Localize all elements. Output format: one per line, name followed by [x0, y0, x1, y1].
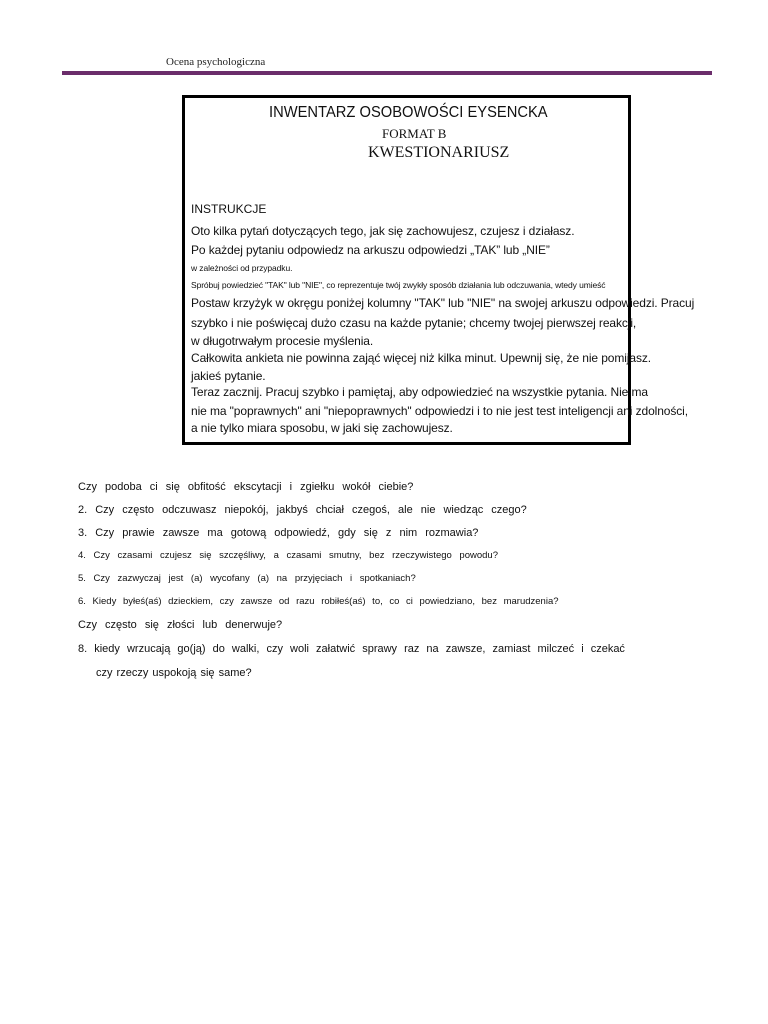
instruction-line: nie ma "poprawnych" ani "niepoprawnych" odpowiedzi i to nie jest test inteligencji ani zdolności,	[191, 404, 688, 418]
questionnaire-label: KWESTIONARIUSZ	[368, 144, 510, 161]
header-divider	[62, 71, 712, 75]
instruction-line: a nie tylko miara sposobu, w jaki się zachowujesz.	[191, 421, 453, 435]
format-label: FORMAT B	[382, 126, 447, 141]
instruction-line: szybko i nie poświęcaj dużo czasu na każde pytanie; chcemy twojej pierwszej reakcji,	[191, 316, 637, 330]
instructions-box	[182, 95, 695, 445]
question-item: Czy często się złości lub denerwuje?	[78, 619, 283, 631]
question-item: 4. Czy czasami czujesz się szczęśliwy, a czasami smutny, bez rzeczywistego powodu?	[78, 550, 498, 561]
question-item: 5. Czy zazwyczaj jest (a) wycofany (a) na przyjęciach i spotkaniach?	[78, 573, 416, 584]
question-item: 6. Kiedy byłeś(aś) dzieckiem, czy zawsze od razu robiłeś(aś) to, co ci powiedziano, bez marudzenia?	[78, 596, 559, 607]
question-item: 8. kiedy wrzucają go(ją) do walki, czy woli załatwić sprawy raz na zawsze, zamiast milczeć i czekać	[78, 643, 625, 655]
page-header-title: Ocena psychologiczna	[166, 56, 266, 68]
instruction-line: Postaw krzyżyk w okręgu poniżej kolumny "TAK" lub "NIE" na swojej arkuszu odpowiedzi. Pracuj	[191, 296, 695, 310]
instruction-line: jakieś pytanie.	[191, 369, 266, 383]
question-item: 3. Czy prawie zawsze ma gotową odpowiedź, gdy się z nim rozmawia?	[78, 527, 479, 539]
instruction-line: Teraz zacznij. Pracuj szybko i pamiętaj, aby odpowiedzieć na wszystkie pytania. Nie ma	[191, 385, 648, 399]
instruction-line: Oto kilka pytań dotyczących tego, jak się zachowujesz, czujesz i działasz.	[191, 224, 575, 238]
instruction-line: Całkowita ankieta nie powinna zająć więcej niż kilka minut. Upewnij się, że nie pomijasz.	[191, 351, 651, 365]
instruction-line: Po każdej pytaniu odpowiedz na arkuszu odpowiedzi „TAK” lub „NIE”	[191, 243, 550, 257]
question-item-continuation: czy rzeczy uspokoją się same?	[96, 667, 252, 679]
instruction-line: w zależności od przypadku.	[191, 263, 293, 273]
instructions-heading: INSTRUKCJE	[191, 202, 267, 216]
instruction-line: w długotrwałym procesie myślenia.	[191, 334, 374, 348]
instruction-line: Spróbuj powiedzieć "TAK" lub "NIE", co reprezentuje twój zwykły sposób działania lub odczuwania, wtedy umieść	[191, 280, 606, 290]
inventory-title: INWENTARZ OSOBOWOŚCI EYSENCKA	[269, 104, 548, 121]
question-item: Czy podoba ci się obfitość ekscytacji i zgiełku wokół ciebie?	[78, 481, 414, 493]
question-item: 2. Czy często odczuwasz niepokój, jakbyś chciał czegoś, ale nie wiedząc czego?	[78, 504, 527, 516]
